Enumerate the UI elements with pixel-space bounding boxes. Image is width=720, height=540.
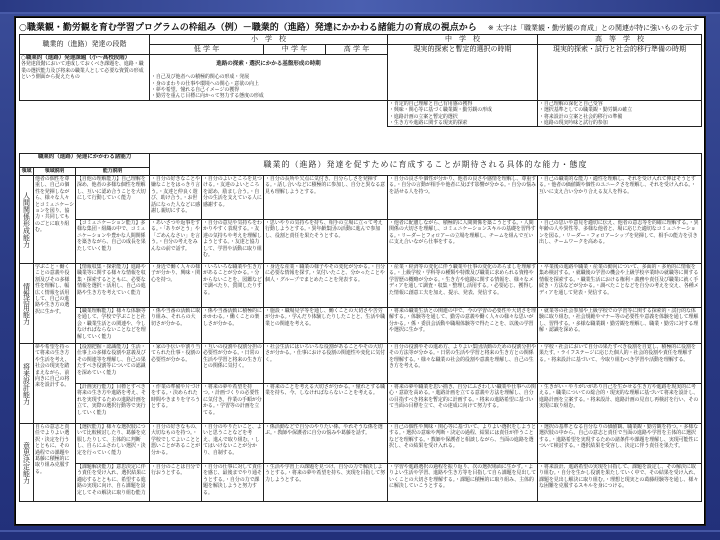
banner-header	[150, 154, 702, 176]
domain-name-cell: 将来設計能力	[20, 344, 34, 424]
elementary-header	[150, 35, 388, 45]
slide-top-rule	[0, 12, 720, 14]
elementary-mid-cell: ・自分の意見や気持ちをわかりやすく表現する。・友達の気持ちや考えを理解しようとする。・友達と協力して、学習や活動に取り組む。	[202, 220, 264, 264]
middle-school-cell: ・将来の夢や職業を思い描き、自分にふさわしい職業や仕事への関心・意欲を高める。・進路計画を立てる意義や方法を理解し、自分の目指すべき将来を暫定的に計画する。・将来の進路希望に基づいて当面の目標を立て、その達成に向けて努力する。	[388, 384, 538, 424]
tasks-text: 各発達段階において達成しておくべき課題を、進路・職業の選択能力及び将来の職業人として必要な資質の形成という側面から捉えたもの	[21, 61, 144, 81]
ability-description-cell: 【コミュニケーション能力】多様な集団・組織の中で、コミュニケーションや豊かな人間関係を築きながら、自己の成長を果たしていく能力	[76, 220, 150, 264]
elementary-mid-cell: ・いろいろな職業や生き方があることが分かる。・分からないことを、図鑑などで調べたり、質問したりする。	[202, 264, 264, 308]
title-note: ※ 太字は「職業観・勤労観の育成」との関連が特に強いものを示す	[487, 24, 699, 32]
elementary-mid-cell: ・係や当番活動に積極的にかかわる。・働くことの楽しさが分かる。	[202, 308, 264, 344]
desc-col-header	[34, 168, 76, 176]
elementary-mid-cell: ・自分の仕事に対して責任を感じ、最後までやり通そうとする。・自分の力で課題を解決しようと努力する。	[202, 464, 264, 502]
elementary-high-cell: ・生活や学習上の課題を見つけ、自分の力で解決しようとする。・将来の夢や希望を持ち、実現を目指して努力しようとする。	[264, 464, 388, 502]
domain-abilities-header	[20, 154, 150, 168]
elementary-low-cell: ・身近で働く人々の様子が分かり、興味・関心を持つ。	[150, 264, 202, 308]
elementary-low-cell: ・あいさつや返事をする。・「ありがとう」や「ごめんなさい」を言う。・自分の考えをみんなの前で話す。	[150, 220, 202, 264]
framework-sheet	[14, 16, 706, 526]
domain-col-header	[20, 168, 34, 176]
elementary-high-cell: ・思いやりの気持ちを持ち、相手の立場に立って考え行動しようとする。・異年齢集団の活動に進んで参加し、役割と責任を果たそうとする。	[264, 220, 388, 264]
ability-row	[20, 176, 702, 220]
ability-description-cell: 【自他の理解能力】自己理解を深め、他者の多様な個性を理解し、互いに認め合うことを大切にして行動していく能力	[76, 176, 150, 220]
high-school-cell: ・生きがい・やりがいがあり自己を生かせる生き方や進路を現実的に考える。・職業についての総合的・現実的な理解に基づいて将来を設計し、進路計画を立案する。・将来設計、進路計画の見直し再検討を行い、その実現に取り組む。	[538, 384, 702, 424]
ability-description-cell: 【役割把握・認識能力】生活・仕事上の多様な役割や意義及びその関連等を理解し、自己の果たすべき役割等についての認識を深めていく能力	[76, 344, 150, 384]
high-label: 高 等 学 校	[595, 35, 644, 43]
middle-school-cell: ・将来の職業生活との関連の中で、今の学習の必要性や大切さを理解する。・体験等を通して、勤労の意義や働く人々の様々な思いが分かる。・係・委員会活動や職場体験等で得たことを、以後の学習や選択に生かす。	[388, 308, 538, 344]
ability-row	[20, 344, 702, 384]
ability-col-header	[76, 168, 150, 176]
abilities-table	[19, 153, 702, 502]
elementary-high-cell: ・施設・職場見学等を通し、働くことの大切さや苦労が分かる。・学んだり体験したりしたことと、生活や職業との関連を考える。	[264, 308, 388, 344]
stage-label-cell	[20, 35, 150, 55]
elementary-high-cell: ・自分の長所や欠点に気付き、自分らしさを発揮する。・話し合いなどに積極的に参加し、自分と異なる意見も理解しようとする。	[264, 176, 388, 220]
tasks-label: ○職業的（進路）発達課題（小～高校段階）	[21, 55, 131, 61]
middle-school-cell: ・自分の役割やその進め方、よりよい集団活動のための役割分担やその方法等が分かる。・日常の生活や学習と将来の生き方との関係を理解する。・様々な職業の社会的役割や意義を理解し、自己の生き方を考える。	[388, 344, 538, 384]
grade-mid-label: 中 学 年	[281, 45, 308, 53]
banner-label: 職業的（進路）発達を促すために育成することが期待される具体的な能力・態度	[263, 160, 588, 169]
elementary-label: 小 学 校	[251, 35, 286, 43]
title-text: ○職業観・勤労観を育む学習プログラムの枠組み（例）－職業的（進路）発達にかかわる諸能力の育成の視点から	[19, 23, 477, 33]
elementary-mid-cell: ・自分のよいところを見つける。・友達のよいところを認め、励まし合う。・自分の生活を支えている人に感謝する。	[202, 176, 264, 220]
grade-mid-header	[264, 45, 326, 55]
domain-abilities-label: 職業的（進路）発達にかかわる諸能力	[37, 154, 132, 160]
stage-label: 職業的（進路）発達の段階	[42, 40, 127, 48]
domain-description-cell: 夢や希望を持って将来の生き方や生活を考え、社会の現実を踏まえながら、前向きに自己の将来を設計する。	[34, 344, 76, 424]
ability-row	[20, 424, 702, 464]
middle-tasks: ・肯定的自己理解と自己有用感の獲得 ・興味・関心等に基づく職業観・勤労観の形成 ・進路計画の立案と暫定的選択 ・生き方や進路に関する現実的探索	[389, 100, 492, 127]
ability-description-cell: 【課題解決能力】意思決定に伴う責任を受け入れ、選択結果に適応するとともに、希望する進路の実現に向け、自ら課題を設定してその解決に取り組む能力	[76, 464, 150, 502]
high-school-cell: ・学校・社会において自分の果たすべき役割を自覚し、積極的に役割を果たす。・ライフステージに応じた個人的・社会的役割や責任を理解する。・将来設計に基づいて、今取り組むべき学習や活動を理解する。	[538, 344, 702, 384]
slide-bottom-rule	[0, 530, 720, 532]
middle-stage-cell	[388, 45, 538, 101]
stage-header-table	[19, 34, 702, 127]
elementary-tasks: ・自己及び他者への積極的関心の形成・発展 ・身のまわりの仕事や環境への関心・意欲の向上 ・夢や希望、憧れる自己イメージの獲得 ・勤労を重んじ目標に向かって努力する態度の形成	[151, 74, 264, 100]
ability-description-cell: 【情報収集・探索能力】進路や職業等に関する様々な情報を収集・探索するとともに、必要な情報を選択・活用し、自己の進路や生き方を考えていく能力	[76, 264, 150, 308]
middle-school-cell: ・産業・経済等の変化に伴う職業や仕事の変化のあらましを理解する。・上級学校・学科等の種類や特徴及び職業に求められる資格や学習歴の概略が分かる。・生き方や進路に関する情報を、様々なメディアを通して調査・収集・整理し活用する。・必要応じ、獲得した情報に創意工夫を加え、提示、発表、発信する。	[388, 264, 538, 308]
elementary-low-cell: ・家の手伝いや割り当てられた仕事・役割の必要性が分かる。	[150, 344, 202, 384]
elementary-mid-cell: ・互いの役割や役割分担の必要性が分かる。・日常の生活や学習と将来の生き方との関係に気付く。	[202, 344, 264, 384]
ability-description-cell: 【計画実行能力】目標とすべき将来の生き方や進路を考え、それを実現するための進路計画を立て、実際の選択行動等で実行していく能力	[76, 384, 150, 424]
middle-school-cell: ・自分の良さや個性が分かり、他者の良さや感情を理解し、尊重する。・自分の言動が相手や他者に及ぼす影響が分かる。・自分の悩みを話せる人を持つ。	[388, 176, 538, 220]
domain-description-cell: 学ぶこと・働くことの意義や役割及びその多様性を理解し、幅広く情報を活用して、自己の進路や生き方の選択に生かす。	[34, 264, 76, 344]
ability-row	[20, 220, 702, 264]
high-school-cell: ・自己の思いや意見を適切に伝え、他者の意志等を的確に理解する。・異年齢の人や異性等、多様な他者と、場に応じた適切なコミュニケーションを図る。・リーダー・フォロアーシップを発揮して、相手の能力を引き出し、チームワークを高める。	[538, 220, 702, 264]
middle-school-cell: ・学習や進路選択の過程を振り返り、次の選択場面に生かす。・よりよい生活や学習、進路や生き方等を目指して自ら課題を見出していくことの大切さを理解する。・課題に積極的に取り組み、主体的に解決していこうとする。	[388, 464, 538, 502]
grade-low-label: 低 学 年	[193, 45, 220, 53]
ability-row	[20, 464, 702, 502]
elementary-high-cell: ・係活動などで自分のやりたい係、やれそうな係を選ぶ。・教師や保護者に自分の悩みや葛藤を話す。	[264, 424, 388, 464]
grade-high-header	[326, 45, 388, 55]
middle-label: 中 学 校	[445, 35, 480, 43]
tasks-description-cell	[20, 55, 150, 101]
middle-stage-label: 現実的探索と暫定的選択の時期	[413, 45, 512, 53]
ability-col-label: 能力説明	[102, 168, 123, 174]
ability-row	[20, 384, 702, 424]
high-school-cell: ・就業等の社会参加や上級学校での学習等に関する探索的・試行的な体験に取り組む。・社会規範やマナー等の必要性や意義を体験を通して理解し、習得する。・多様な職業観・勤労観を理解し、職業・勤労に対する理解・認識を深める。	[538, 308, 702, 344]
middle-school-cell: ・自己の個性や興味・関心等に基づいて、よりよい選択をしようとする。・選択の意味や判断・決定の過程、結果には責任が伴うことなどを理解する。・教師や保護者と相談しながら、当面の進路を選択し、その結果を受け入れる。	[388, 424, 538, 464]
domain-description-cell: 自らの意志と責任でよりよい選択・決定を行うとともに、その過程での課題や葛藤に積極的に取り組み克服する。	[34, 424, 76, 502]
domain-name-cell: 意思決定能力	[20, 424, 34, 502]
grade-low-header	[150, 45, 264, 55]
high-school-cell: ・将来設計、進路希望の実現を目指して、課題を設定し、その解決に取り組む。・自分を生かし役割を果たしていく中で、その結果を受け入れ、課題を見出し解決に取り組む。・理想と現実との葛藤経験等を通し、様々な困難を克服するスキルを身につける。	[538, 464, 702, 502]
ability-description-cell: 【選択能力】様々な選択肢について比較検討したり、葛藤を克服したりして、主体的に判断し、自らにふさわしい選択・決定を行っていく能力	[76, 424, 150, 464]
elementary-low-cell: ・自分のことは自分で行おうとする。	[150, 464, 202, 502]
ability-row	[20, 308, 702, 344]
high-header	[538, 35, 702, 45]
high-school-cell: ・自己の職業的な能力・適性を理解し、それを受け入れて伸ばそうとする。・他者の価値観や個性のユニークさを理解し、それを受け入れる。・互いに支え合い分かり合える友人を得る。	[538, 176, 702, 220]
grade-high-label: 高 学 年	[343, 45, 370, 53]
elementary-high-cell: ・社会生活にはいろいろな役割があることやその大切さが分かる。・仕事における役割の関連性や変化に気付く。	[264, 344, 388, 384]
domain-name-cell: 情報活用能力	[20, 264, 34, 344]
elementary-low-cell: ・作業の準備や片づけをする。・決められた時間やきまりを守ろうとする。	[150, 384, 202, 424]
high-stage-cell	[538, 45, 702, 101]
high-tasks: ・自己理解の深化と自己受容 ・選択基準としての職業観・勤労観の確立 ・将来設計の立案と社会的移行の準備 ・進路の現実吟味と試行的参加	[539, 100, 633, 127]
elementary-high-cell: ・将来のことを考える大切さが分かる。・憧れとする職業を持ち、今、しなければならないことを考える。	[264, 384, 388, 424]
elementary-stage-label: 進路の探索・選択にかかる基盤形成の時期	[216, 61, 321, 68]
high-school-cell: ・卒業後の進路や職業・産業の動向について、多面的・多角的に情報を集め検討する。・就職後の学習の機会や上級学校卒業時の就職等に関する情報を探索する。・職業生活における権利・義務や責任及び職業に就く手続き・方法などが分かる。・調べたことなどを自分の考えを交え、各種メディアを通して発表・発信する。	[538, 264, 702, 308]
middle-school-cell: ・他者に配慮しながら、積極的に人間関係を築こうとする。・人間関係の大切さを理解し、コミュニケーションスキルの基礎を習得する。・リーダーとフォロアーの立場を理解し、チームを組んで互いに支え合いながら仕事をする。	[388, 220, 538, 264]
ability-description-cell: 【職業理解能力】様々な体験等を通して、学校で学ぶことと社会・職業生活との関連や、今しなければならないことなどを理解していく能力	[76, 308, 150, 344]
elementary-low-cell: ・自分の好きなことや嫌なことをはっきり言う。・友達と仲良く遊び、助け合う。・お世話になった人などに感謝し親切にする。	[150, 176, 202, 220]
document-title	[19, 20, 699, 33]
domain-col-label: 領域	[21, 168, 32, 174]
high-tasks-cell	[538, 100, 702, 127]
elementary-tasks-cell	[150, 55, 388, 101]
domain-name-cell: 人間関係形成能力	[20, 176, 34, 264]
middle-tasks-cell	[388, 100, 538, 127]
domain-description-cell: 他者の個性を尊重し、自己の個性を発揮しながら、様々な人々とコミュニケーションを図り、協力・共同してものごとに取り組む。	[34, 176, 76, 264]
elementary-high-cell: ・身近な産業・職業の様子やその変化が分かる。・自分に必要な情報を探す。・気付いたこと、分かったことや個人・グループでまとめたことを発表する。	[264, 264, 388, 308]
high-stage-label: 現実的探索・試行と社会的移行準備の時期	[553, 45, 686, 53]
high-school-cell: ・選択の基準となる自分なりの価値観、職業観・勤労観を持つ。・多様な選択肢の中から、自己の意志と責任で当面の進路や学習を主体的に選択する。・進路希望を実現するための諸条件や課題を理解し、実現可能性について検討する。・選択結果を受容し、決定に伴う責任を果たす。	[538, 424, 702, 464]
elementary-mid-cell: ・将来の夢や希望を持つ。・計画づくりの必要性に気付き、作業の手順が分かる。・学習等の計画を立てる。	[202, 384, 264, 424]
elementary-mid-cell: ・自分のやりたいこと、よいと思うことなどを考え、進んで取り組む。・してはいけないことが分かり、自制する。	[202, 424, 264, 464]
ability-row	[20, 264, 702, 308]
middle-header	[388, 35, 538, 45]
elementary-low-cell: ・係や当番の活動に取り組み、それらの大切さが分かる。	[150, 308, 202, 344]
elementary-low-cell: ・自分の好きなもの、大切なものを持つ。・学校でしてよいことと悪いことがあることが分かる。	[150, 424, 202, 464]
desc-col-label: 領域説明	[44, 168, 65, 174]
